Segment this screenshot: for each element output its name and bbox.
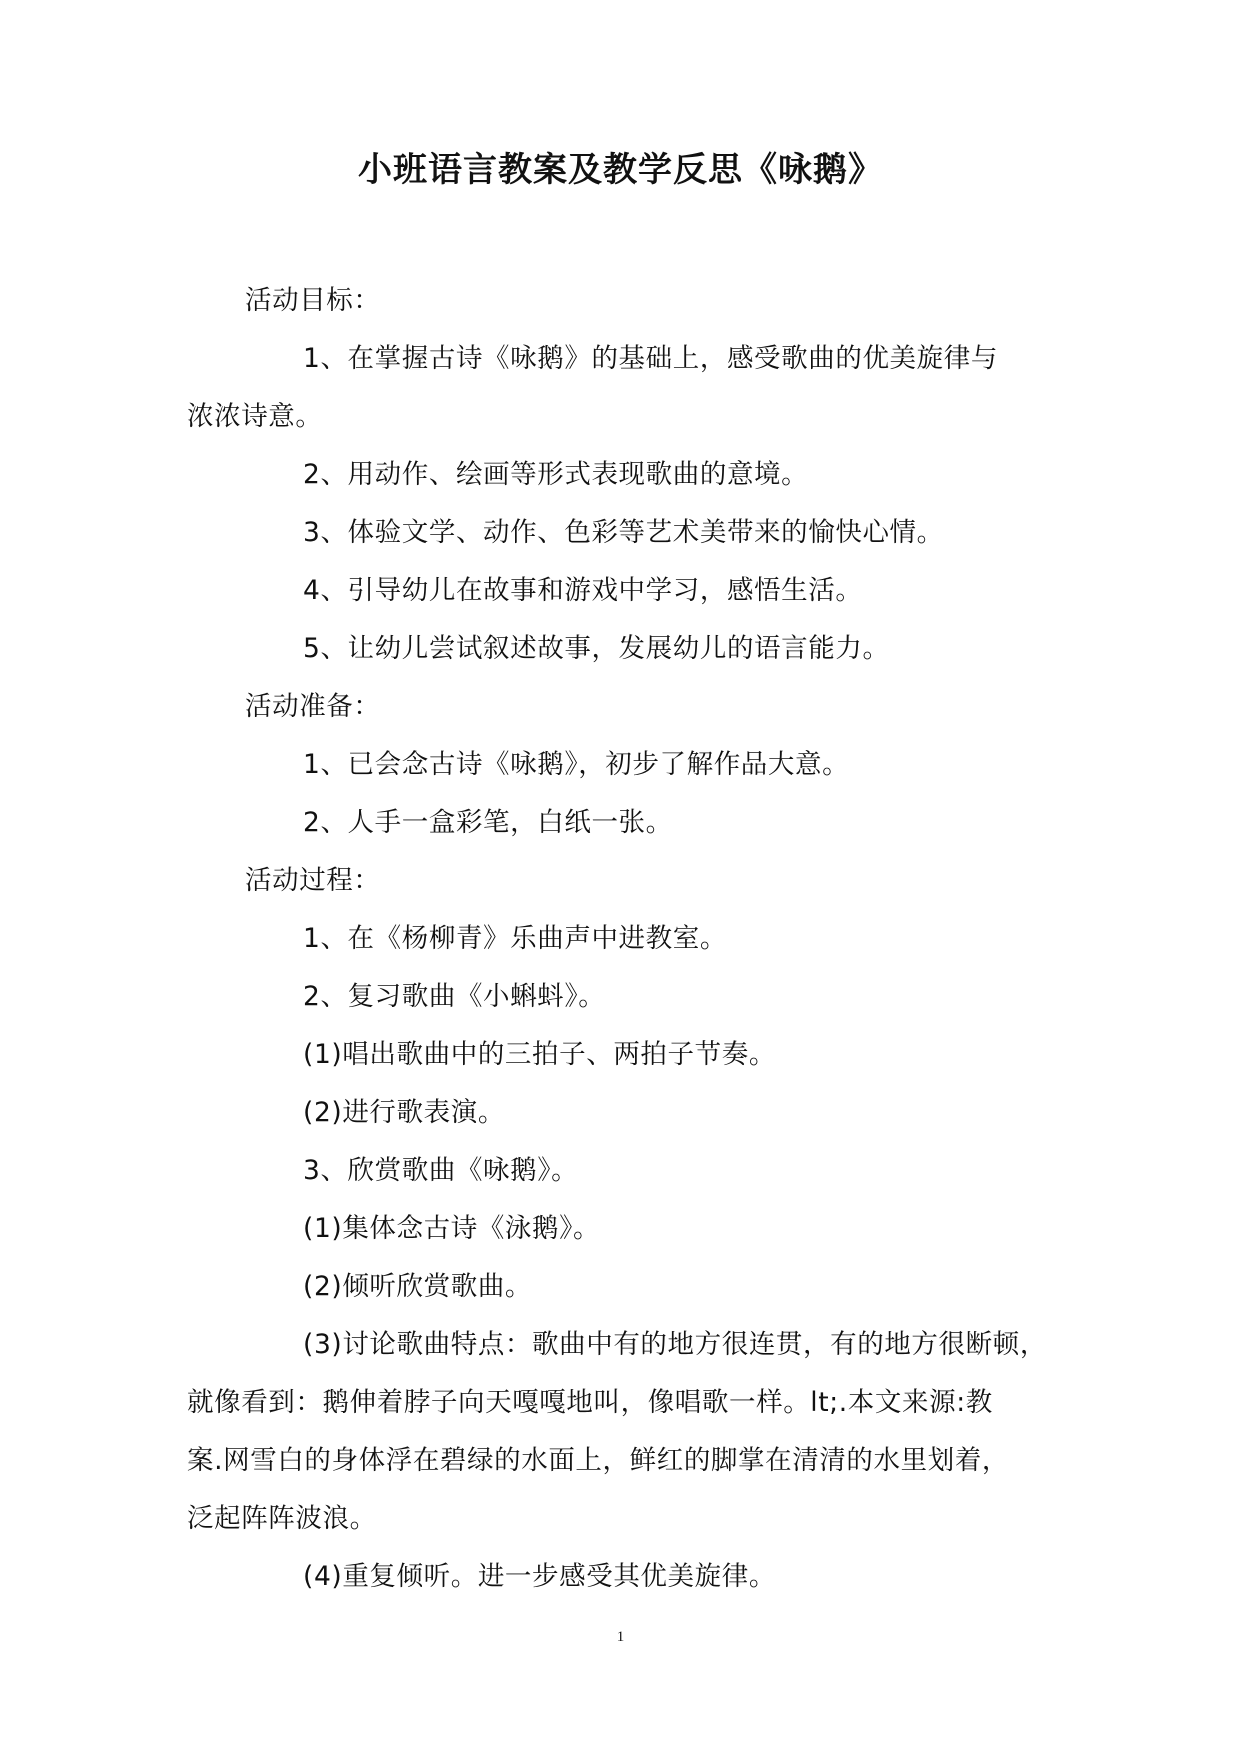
process-substep-2-2: (2)进行歌表演。	[303, 1097, 505, 1128]
process-substep-3-3-continued-2: 案.网雪白的身体浮在碧绿的水面上，鲜红的脚掌在清清的水里划着，	[187, 1445, 1010, 1476]
process-substep-3-3-continued-1: 就像看到：鹅伸着脖子向天嘎嘎地叫，像唱歌一样。lt;.本文来源:教	[187, 1387, 993, 1418]
preparation-item-2: 2、人手一盒彩笔，白纸一张。	[303, 807, 673, 838]
process-substep-3-4: (4)重复倾听。进一步感受其优美旋律。	[303, 1561, 776, 1592]
process-step-3: 3、欣赏歌曲《咏鹅》。	[303, 1155, 579, 1186]
section-heading-preparation: 活动准备：	[245, 691, 381, 722]
process-step-2: 2、复习歌曲《小蝌蚪》。	[303, 981, 606, 1012]
document-title: 小班语言教案及教学反思《咏鹅》	[358, 150, 883, 190]
process-substep-3-2: (2)倾听欣赏歌曲。	[303, 1271, 533, 1302]
process-substep-3-3-continued-3: 泛起阵阵波浪。	[187, 1503, 377, 1534]
preparation-item-1: 1、已会念古诗《咏鹅》，初步了解作品大意。	[303, 749, 850, 780]
process-substep-3-1: (1)集体念古诗《泳鹅》。	[303, 1213, 601, 1244]
process-substep-2-1: (1)唱出歌曲中的三拍子、两拍子节奏。	[303, 1039, 776, 1070]
objective-item-1-continued: 浓浓诗意。	[187, 401, 323, 432]
process-step-1: 1、在《杨柳青》乐曲声中进教室。	[303, 923, 727, 954]
objective-item-4: 4、引导幼儿在故事和游戏中学习，感悟生活。	[303, 575, 863, 606]
objective-item-1: 1、在掌握古诗《咏鹅》的基础上，感受歌曲的优美旋律与	[303, 343, 998, 374]
process-substep-3-3: (3)讨论歌曲特点：歌曲中有的地方很连贯，有的地方很断顿，	[303, 1329, 1047, 1360]
section-heading-objectives: 活动目标：	[245, 285, 381, 316]
document-body	[187, 272, 1057, 1606]
objective-item-3: 3、体验文学、动作、色彩等艺术美带来的愉快心情。	[303, 517, 944, 548]
objective-item-2: 2、用动作、绘画等形式表现歌曲的意境。	[303, 459, 809, 490]
page-number: 1	[616, 1629, 625, 1645]
section-heading-process: 活动过程：	[245, 865, 381, 896]
objective-item-5: 5、让幼儿尝试叙述故事，发展幼儿的语言能力。	[303, 633, 890, 664]
